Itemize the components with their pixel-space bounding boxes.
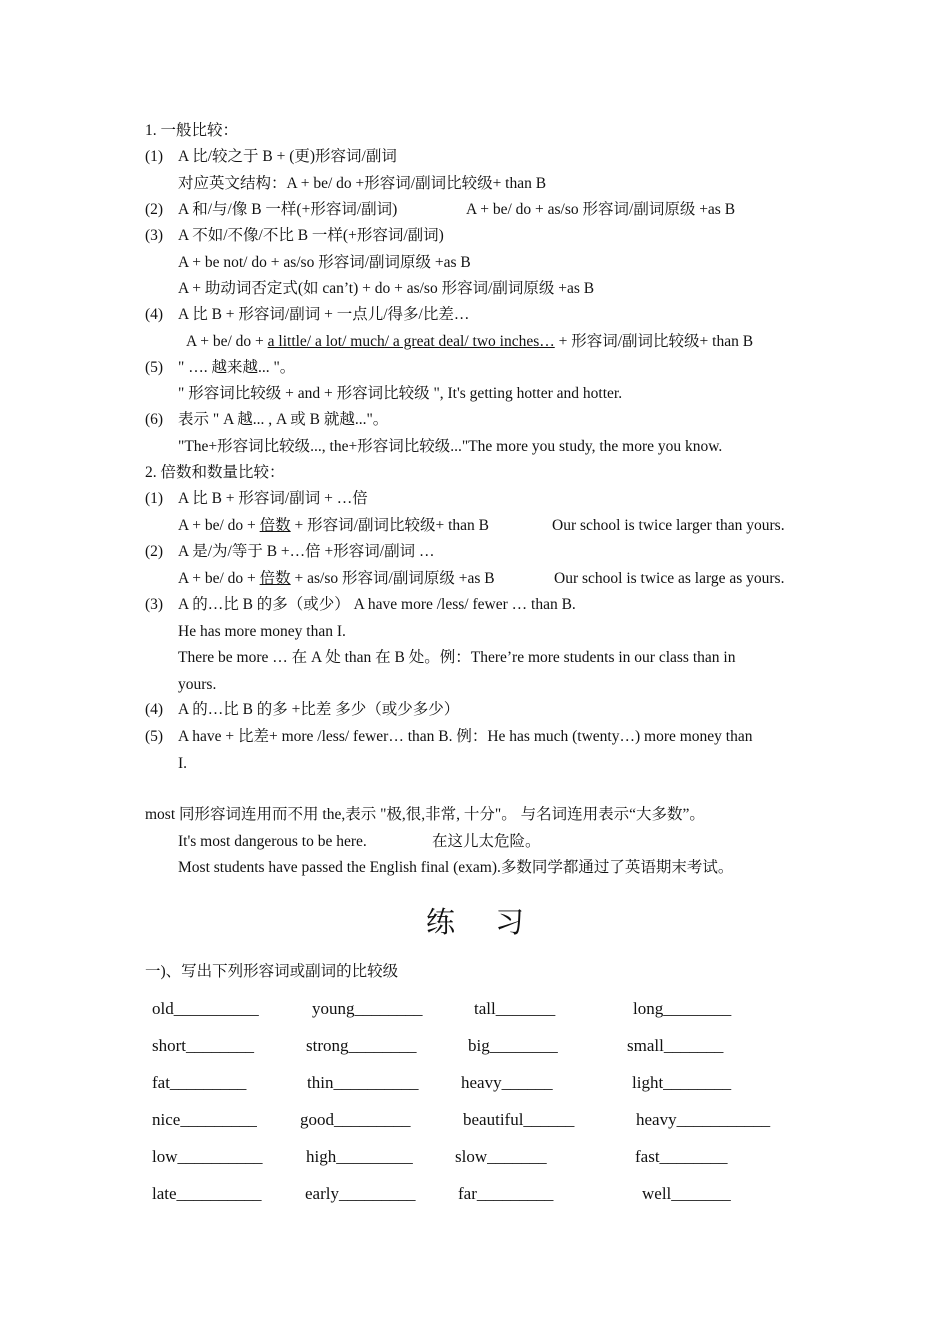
- word-blank[interactable]: far_________: [458, 1184, 554, 1203]
- rule-text: " 形容词比较级 + and + 形容词比较级 ", It's getting hotter and hotter.: [178, 385, 623, 402]
- exercise-title: 练习: [425, 907, 564, 939]
- section2-heading: 2. 倍数和数量比较：: [145, 464, 285, 481]
- word-blank[interactable]: small_______: [627, 1036, 724, 1055]
- word-blank[interactable]: heavy___________: [636, 1110, 771, 1129]
- example-sentence: Our school is twice as large as yours.: [554, 570, 785, 587]
- rule-text: A 比 B + 形容词/副词 + 一点儿/得多/比差…: [178, 306, 470, 323]
- item-number: (6): [145, 411, 164, 428]
- rule-text: A 不如/不像/不比 B 一样(+形容词/副词): [178, 227, 444, 244]
- example-translation: 在这儿太危险。: [432, 833, 541, 850]
- rule-text: A 和/与/像 B 一样(+形容词/副词): [178, 201, 398, 218]
- exercise-heading: 一)、写出下列形容词或副词的比较级: [145, 963, 399, 980]
- word-blank[interactable]: early_________: [305, 1184, 416, 1203]
- rule-text: A + be/ do + as/so 形容词/副词原级 +as B: [466, 201, 736, 218]
- item-number: (5): [145, 359, 164, 376]
- rule-text: yours.: [178, 676, 217, 693]
- rule-text: A 比/较之于 B + (更)形容词/副词: [178, 148, 397, 165]
- word-blank[interactable]: high_________: [306, 1147, 413, 1166]
- rule-text: A 的…比 B 的多 +比差 多少（或少多少）: [178, 701, 460, 718]
- rule-text-part: A + be/ do +: [178, 517, 260, 534]
- rule-text: " …. 越来越... "。: [178, 359, 296, 376]
- item-number: (4): [145, 701, 164, 718]
- word-blank[interactable]: strong________: [306, 1036, 417, 1055]
- rule-text: A have + 比差+ more /less/ fewer… than B. 例：He has much (twenty…) more money than: [178, 728, 753, 745]
- rule-text: [186, 332, 753, 352]
- rule-text: A 比 B + 形容词/副词 + …倍: [178, 490, 368, 507]
- item-number: (2): [145, 543, 164, 560]
- word-blank[interactable]: young________: [312, 999, 423, 1018]
- rule-text-part: + as/so 形容词/副词原级 +as B: [290, 570, 495, 587]
- item-number: (3): [145, 227, 164, 244]
- rule-text-part: + 形容词/副词比较级+ than B: [554, 333, 754, 350]
- word-blank[interactable]: thin__________: [307, 1073, 419, 1092]
- word-blank[interactable]: long________: [633, 999, 732, 1018]
- example-sentence: It's most dangerous to be here.: [178, 833, 367, 850]
- word-blank[interactable]: well_______: [642, 1184, 731, 1203]
- rule-text: 表示 " A 越... , A 或 B 就越..."。: [178, 411, 389, 428]
- rule-text: 对应英文结构：A + be/ do +形容词/副词比较级+ than B: [178, 175, 547, 192]
- rule-text: I.: [178, 755, 188, 772]
- underlined-phrase: 倍数: [259, 517, 291, 534]
- word-blank[interactable]: fast________: [635, 1147, 728, 1166]
- word-blank[interactable]: heavy______: [461, 1073, 553, 1092]
- rule-text: "The+形容词比较级..., the+形容词比较级..."The more you study, the more you know.: [178, 438, 723, 455]
- word-blank[interactable]: good_________: [300, 1110, 411, 1129]
- word-blank[interactable]: slow_______: [455, 1147, 547, 1166]
- word-blank[interactable]: beautiful______: [463, 1110, 575, 1129]
- rule-text: A + be not/ do + as/so 形容词/副词原级 +as B: [178, 254, 471, 271]
- rule-text: A 是/为/等于 B +…倍 +形容词/副词 …: [178, 543, 435, 560]
- rule-text-part: A + be/ do +: [186, 333, 268, 350]
- example-sentence: Most students have passed the English final (exam).多数同学都通过了英语期末考试。: [178, 859, 734, 876]
- item-number: (5): [145, 728, 164, 745]
- example-sentence: Our school is twice larger than yours.: [552, 517, 785, 534]
- underlined-phrase: a little/ a lot/ much/ a great deal/ two inches…: [267, 333, 555, 350]
- word-blank[interactable]: light________: [632, 1073, 732, 1092]
- rule-text: A 的…比 B 的多（或少） A have more /less/ fewer … than B.: [178, 596, 576, 613]
- word-blank[interactable]: late__________: [152, 1184, 262, 1203]
- word-blank[interactable]: big________: [468, 1036, 558, 1055]
- word-blank[interactable]: low__________: [152, 1147, 263, 1166]
- rule-text-part: A + be/ do +: [178, 570, 260, 587]
- word-blank[interactable]: fat_________: [152, 1073, 247, 1092]
- rule-text: There be more … 在 A 处 than 在 B 处。例：There’re more students in our class than in: [178, 649, 736, 666]
- word-blank[interactable]: nice_________: [152, 1110, 257, 1129]
- rule-text: [178, 569, 495, 589]
- word-blank[interactable]: short________: [152, 1036, 254, 1055]
- rule-text-part: + 形容词/副词比较级+ than B: [290, 517, 489, 534]
- item-number: (2): [145, 201, 164, 218]
- word-blank[interactable]: tall_______: [474, 999, 556, 1018]
- rule-text: [178, 516, 489, 536]
- most-note: most 同形容词连用而不用 the,表示 "极,很,非常, 十分"。 与名词连用表示“大多数”。: [145, 806, 705, 823]
- example-sentence: He has more money than I.: [178, 623, 346, 640]
- item-number: (4): [145, 306, 164, 323]
- item-number: (3): [145, 596, 164, 613]
- underlined-phrase: 倍数: [259, 570, 291, 587]
- item-number: (1): [145, 490, 164, 507]
- word-blank[interactable]: old__________: [152, 999, 259, 1018]
- rule-text: A + 助动词否定式(如 can’t) + do + as/so 形容词/副词原级 +as B: [178, 280, 595, 297]
- item-number: (1): [145, 148, 164, 165]
- section1-heading: 1. 一般比较：: [145, 122, 239, 139]
